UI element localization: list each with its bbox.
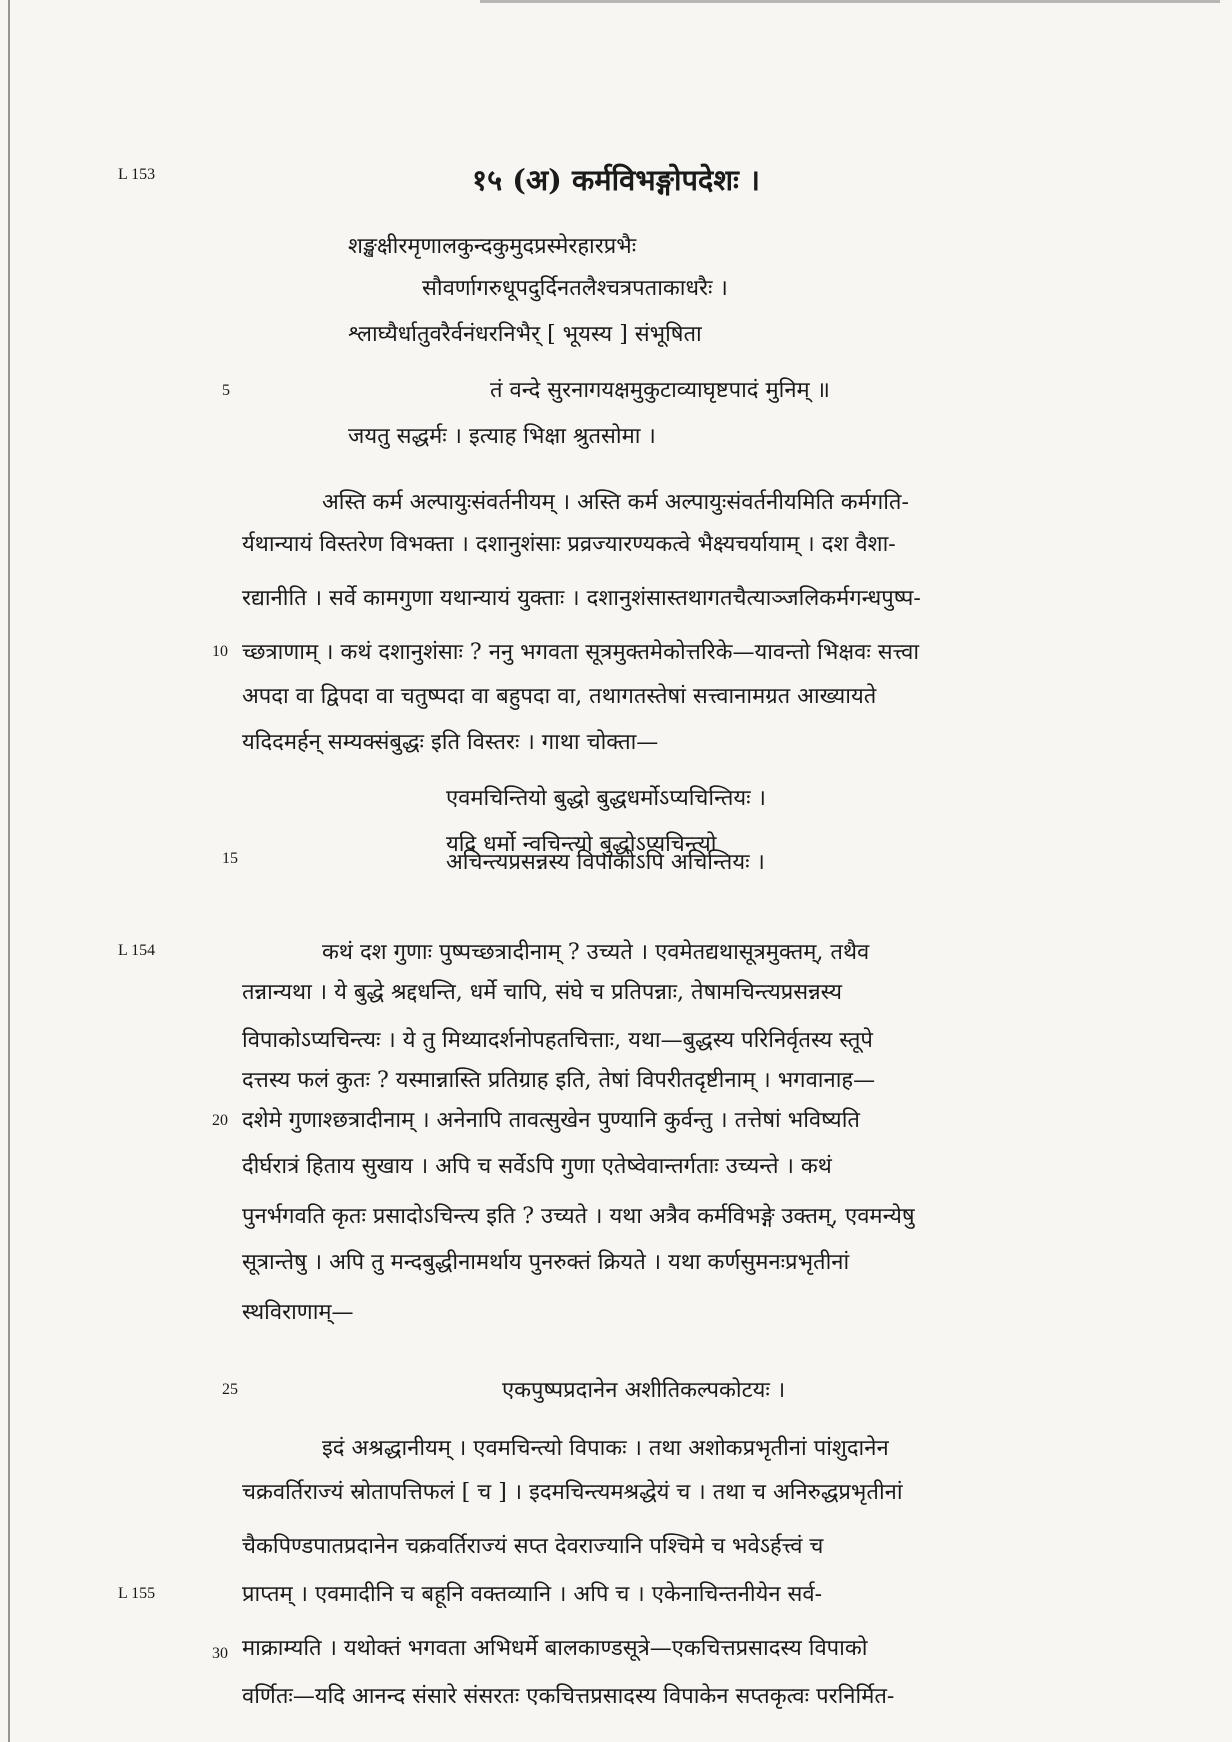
paragraph-line: कथं दश गुणाः पुष्पच्छत्रादीनाम् ? उच्यते । एवमेतद्यथासूत्रमुक्तम्, तथैव xyxy=(322,940,870,965)
paragraph-line: तन्नान्यथा । ये बुद्धे श्रद्दधन्ति, धर्मे चापि, संघे च प्रतिपन्नाः, तेषामचिन्त्यप्रसन्नस्य xyxy=(242,980,842,1005)
margin-ref-l153: L 153 xyxy=(118,166,156,183)
line-number-5: 5 xyxy=(222,382,230,399)
opening-verse-line: तं वन्दे सुरनागयक्षमुकुटाव्याघृष्टपादं मुनिम् ॥ xyxy=(490,378,830,403)
paragraph-line: प्राप्तम् । एवमादीनि च बहूनि वक्तव्यानि । अपि च । एकेनाचिन्तनीयेन सर्व- xyxy=(242,1582,823,1607)
line-number-25: 25 xyxy=(222,1381,238,1398)
paragraph-line: दत्तस्य फलं कुतः ? यस्मान्नास्ति प्रतिग्राह इति, तेषां विपरीतदृष्टीनाम् । भगवानाह— xyxy=(242,1068,876,1093)
line-number-20: 20 xyxy=(212,1112,228,1129)
margin-ref-l155: L 155 xyxy=(118,1585,156,1602)
paragraph-line: पुनर्भगवति कृतः प्रसादोऽचिन्त्य इति ? उच्यते । यथा अत्रैव कर्मविभङ्गे उक्तम्, एवमन्येषु xyxy=(242,1204,915,1229)
line-number-10: 10 xyxy=(212,643,228,660)
paragraph-line: चक्रवर्तिराज्यं स्रोतापत्तिफलं [ च ] । इदमचिन्त्यमश्रद्धेयं च । तथा च अनिरुद्धप्रभृतीनां xyxy=(242,1480,903,1505)
margin-ref-l154: L 154 xyxy=(118,942,156,959)
opening-verse-line: श्लाघ्यैर्धातुवरैर्वनंधरनिभैर् [ भूयस्य ] संभूषिता xyxy=(348,322,702,347)
line-number-15: 15 xyxy=(222,850,238,867)
paragraph-line: दीर्घरात्रं हिताय सुखाय । अपि च सर्वेऽपि गुणा एतेष्वेवान्तर्गताः उच्यन्ते । कथं xyxy=(242,1154,832,1179)
opening-verse-line: सौवर्णागरुधूपदुर्दिनतलैश्चत्रपताकाधरैः । xyxy=(422,276,728,301)
line-number-30: 30 xyxy=(212,1645,228,1662)
gatha-verse-line: यदि धर्मो न्वचिन्त्यो बुद्धोऽप्यचिन्त्यो xyxy=(446,832,717,857)
paragraph-line: इदं अश्रद्धानीयम् । एवमचिन्त्यो विपाकः । तथा अशोकप्रभृतीनां पांशुदानेन xyxy=(322,1436,889,1461)
opening-verse-line: जयतु सद्धर्मः । इत्याह भिक्षा श्रुतसोमा । xyxy=(348,424,656,449)
paragraph-line: माक्राम्यति । यथोक्तं भगवता अभिधर्मे बालकाण्डसूत्रे—एकचित्तप्रसादस्य विपाको xyxy=(242,1636,868,1661)
paragraph-line: अस्ति कर्म अल्पायुःसंवर्तनीयम् । अस्ति कर्म अल्पायुःसंवर्तनीयमिति कर्मगति- xyxy=(322,490,909,515)
paragraph-line: यदिदमर्हन् सम्यक्संबुद्धः इति विस्तरः । गाथा चोक्ता— xyxy=(242,730,659,755)
paragraph-line: स्थविराणाम्— xyxy=(242,1300,354,1325)
gatha-verse-line: अचिन्त्यप्रसन्नस्य विपाकोऽपि अचिन्तियः । xyxy=(446,850,765,875)
paragraph-line: च्छत्राणाम् । कथं दशानुशंसाः ? ननु भगवता सूत्रमुक्तमेकोत्तरिके—यावन्तो भिक्षवः सत्त्वा xyxy=(242,640,920,665)
paragraph-line: अपदा वा द्विपदा वा चतुष्पदा वा बहुपदा वा, तथागतस्तेषां सत्त्वानामग्रत आख्यायते xyxy=(242,684,877,709)
paragraph-line: विपाकोऽप्यचिन्त्यः । ये तु मिथ्यादर्शनोपहतचित्ताः, यथा—बुद्धस्य परिनिर्वृतस्य स्तूपे xyxy=(242,1028,873,1053)
verse-line: एकपुष्पप्रदानेन अशीतिकल्पकोटयः । xyxy=(502,1378,786,1403)
chapter-title: १५ (अ) कर्मविभङ्गोपदेशः । xyxy=(472,163,760,197)
paragraph-line: वर्णितः—यदि आनन्द संसारे संसरतः एकचित्तप्रसादस्य विपाकेन सप्तकृत्वः परनिर्मित- xyxy=(242,1684,895,1709)
gatha-verse-line: एवमचिन्तियो बुद्धो बुद्धधर्मोऽप्यचिन्तियः । xyxy=(446,786,766,811)
paragraph-line: रद्यानीति । सर्वे कामगुणा यथान्यायं युक्ताः । दशानुशंसास्तथागतचैत्याञ्जलिकर्मगन्धपुष्प- xyxy=(242,586,921,611)
top-edge-rule xyxy=(480,0,1220,3)
paragraph-line: सूत्रान्तेषु । अपि तु मन्दबुद्धीनामर्थाय पुनरुक्तं क्रियते । यथा कर्णसुमनःप्रभृतीनां xyxy=(242,1250,850,1275)
paragraph-line: चैकपिण्डपातप्रदानेन चक्रवर्तिराज्यं सप्त देवराज्यानि पश्चिमे च भवेऽर्हत्त्वं च xyxy=(242,1534,824,1559)
paragraph-line: दशेमे गुणाश्छत्रादीनाम् । अनेनापि तावत्सुखेन पुण्यानि कुर्वन्तु । तत्तेषां भविष्यति xyxy=(242,1108,860,1133)
paragraph-line: र्यथान्यायं विस्तरेण विभक्ता । दशानुशंसाः प्रव्रज्यारण्यकत्वे भैक्ष्यचर्यायाम् । दश वैशा- xyxy=(242,532,896,557)
opening-verse-line: शङ्खक्षीरमृणालकुन्दकुमुदप्रस्मेरहारप्रभैः xyxy=(348,234,637,259)
page-edge-rule xyxy=(8,0,10,1742)
